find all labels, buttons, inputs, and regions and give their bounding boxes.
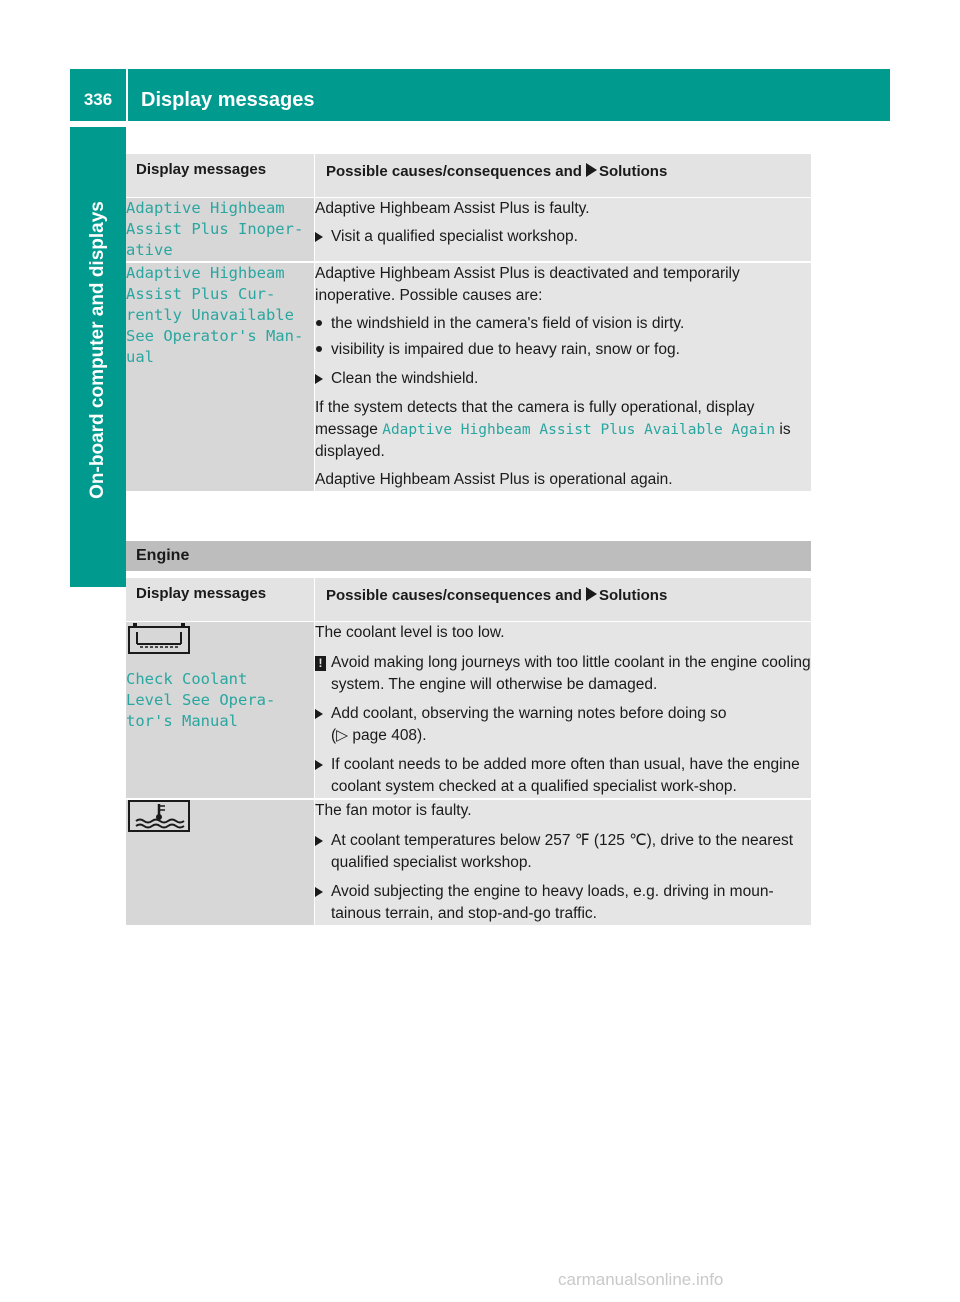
col-header-messages: Display messages <box>126 578 315 622</box>
table-row <box>126 622 811 800</box>
header-separator <box>126 69 128 121</box>
message-cell <box>126 799 315 926</box>
solutions-arrow-icon <box>586 587 597 601</box>
note-text: If the system detects that the camera is fully operational, display message Adaptive Highbeam Assist Plus Available Again is displayed. <box>315 399 791 460</box>
solution-step: Add coolant, observing the warning notes before doing so (▷ page 408). <box>315 703 811 747</box>
col-header-messages: Display messages <box>126 154 315 198</box>
solution-cell <box>315 262 812 492</box>
step-arrow-icon <box>315 232 323 242</box>
solution-step: If coolant needs to be added more often than usual, have the engine coolant system checked at a qualified specialist work-shop. <box>315 754 811 798</box>
coolant-level-icon <box>128 622 314 659</box>
message-cell <box>126 622 315 800</box>
col-header-solutions: Possible causes/consequences and Solutions <box>315 154 812 198</box>
cause-text: The coolant level is too low. <box>315 624 505 641</box>
solution-step: Avoid subjecting the engine to heavy loads, e.g. driving in moun-tainous terrain, and stop-and-go traffic. <box>315 881 811 925</box>
solutions-arrow-icon <box>586 163 597 177</box>
cause-bullet: visibility is impaired due to heavy rain, snow or fog. <box>315 339 811 361</box>
table-row <box>126 262 811 492</box>
result-text: Adaptive Highbeam Assist Plus is operational again. <box>315 471 673 488</box>
step-arrow-icon <box>315 760 323 770</box>
solution-cell <box>315 622 812 800</box>
table-row <box>126 799 811 926</box>
step-arrow-icon <box>315 374 323 384</box>
section-title-engine: Engine <box>126 541 811 571</box>
table-row <box>126 198 811 263</box>
solution-step: Visit a qualified specialist workshop. <box>315 226 811 248</box>
solution-step: At coolant temperatures below 257 ℉ (125 ℃), drive to the nearest qualified specialist workshop. <box>315 830 811 874</box>
display-message-text: Check Coolant Level See Opera- tor's Manual <box>126 670 276 730</box>
cause-text: Adaptive Highbeam Assist Plus is faulty. <box>315 200 590 217</box>
engine-messages-table <box>126 578 811 927</box>
col-header-solutions: Possible causes/consequences and Solutions <box>315 578 812 622</box>
inline-display-message: Adaptive Highbeam Assist Plus Available Again <box>382 422 776 438</box>
warning-icon: ! <box>315 656 326 671</box>
display-message-text: Adaptive Highbeam Assist Plus Cur- rently Unavailable See Operator's Man- ual <box>126 264 304 366</box>
page-ref-arrow-icon: ▷ <box>336 727 349 744</box>
step-arrow-icon <box>315 887 323 897</box>
watermark: carmanualsonline.info <box>558 1270 724 1289</box>
cause-text: The fan motor is faulty. <box>315 802 472 819</box>
cause-text: Adaptive Highbeam Assist Plus is deactivated and temporarily inoperative. Possible causes are: <box>315 265 740 304</box>
message-cell <box>126 262 315 492</box>
coolant-temperature-icon <box>128 800 314 837</box>
page-number: 336 <box>83 90 113 109</box>
solution-cell <box>315 799 812 926</box>
solution-step: Clean the windshield. <box>315 368 811 390</box>
message-cell <box>126 198 315 263</box>
cause-bullet: the windshield in the camera's field of vision is dirty. <box>315 313 811 335</box>
solution-cell <box>315 198 812 263</box>
warning-note: ! Avoid making long journeys with too little coolant in the engine cooling system. The engine will otherwise be damaged. <box>315 652 811 696</box>
display-messages-table <box>126 154 811 493</box>
side-tab-label: On-board computer and displays <box>87 201 108 499</box>
step-arrow-icon <box>315 836 323 846</box>
display-message-text: Adaptive Highbeam Assist Plus Inoper- ative <box>126 199 304 259</box>
page-title: Display messages <box>141 89 315 111</box>
step-arrow-icon <box>315 709 323 719</box>
